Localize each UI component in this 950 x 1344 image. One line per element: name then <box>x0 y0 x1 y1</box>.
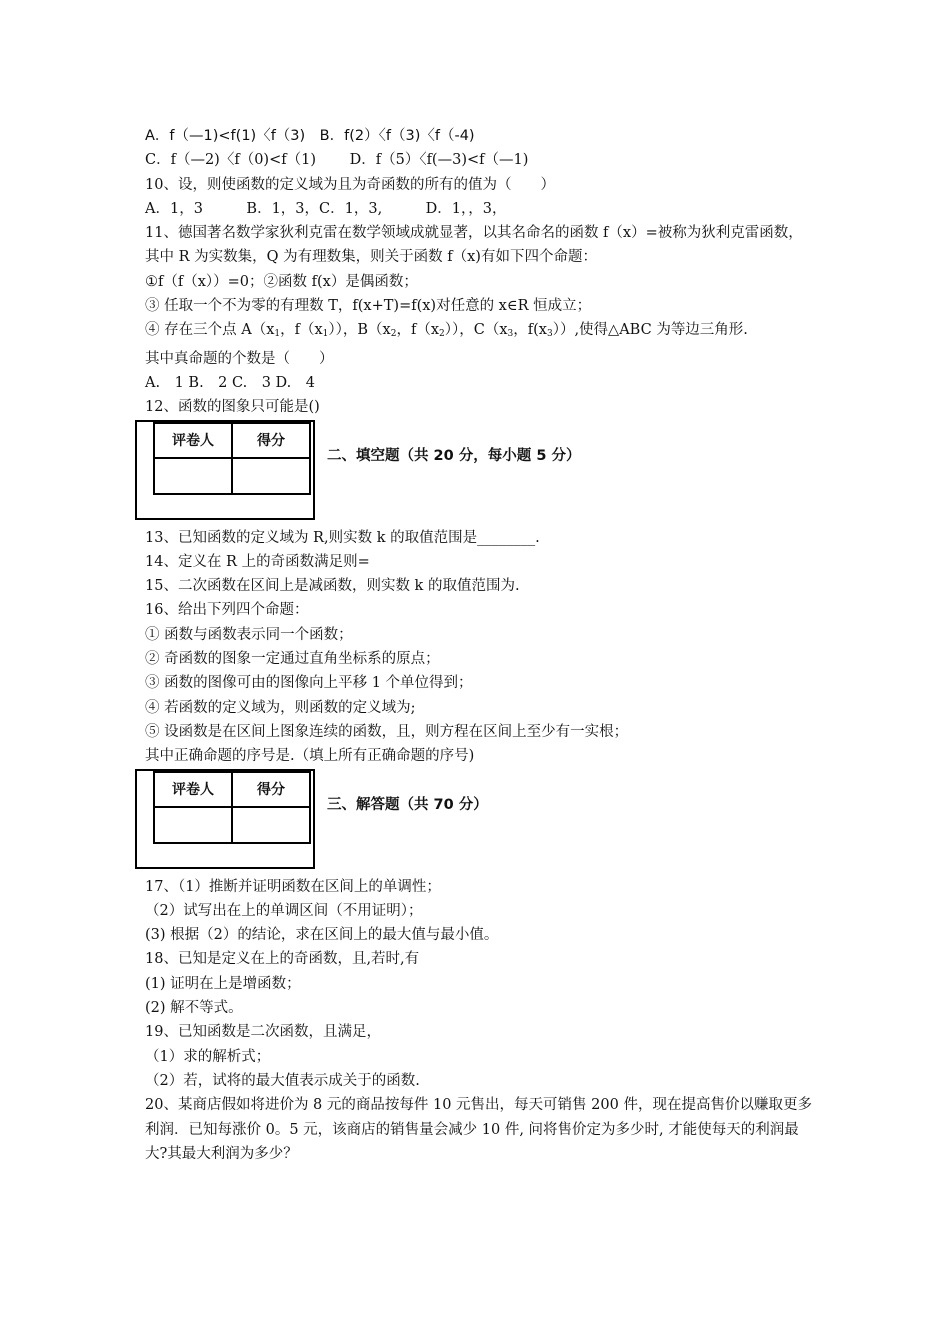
q17-part-2: （2）试写出在上的单调区间（不用证明）； <box>145 902 423 919</box>
score-table <box>153 422 311 495</box>
q16-ask: 其中正确命题的序号是.（填上所有正确命题的序号) <box>145 748 475 765</box>
score-table <box>153 771 311 844</box>
score-cell <box>232 458 310 494</box>
q11-prop-1-2: ①f（f（x））=0；②函数 f(x）是偶函数； <box>145 273 418 290</box>
q11-prop-3: ③ 任取一个不为零的有理数 T，f(x+T)=f(x)对任意的 x∈R 恒成立； <box>145 298 592 315</box>
q18-stem: 18、已知是定义在上的奇函数，且,若时,有 <box>145 951 420 968</box>
q9-choices-ab: A．f（—1)<f(1)〈f（3) B．f(2）〈f（3)〈f（-4) <box>145 128 475 144</box>
q10-choices: A．1，3 B．1，3，C．1，3, D．1，，3， <box>145 200 507 217</box>
section-3-title: 三、解答题（共 70 分） <box>327 796 488 813</box>
grader-cell <box>154 458 232 494</box>
score-box-section-3 <box>135 769 815 875</box>
q20-stem: 20、某商店假如将进价为 8 元的商品按每件 10 元售出，每天可销售 200 件，现在提高售价以赚取更多利润．已知每涨价 0。5 元，该商店的销售量会减少 10 件, 问将售价定为多少时, 才能使每天的利润最大?其最大利润为多少？ <box>145 1097 812 1162</box>
grader-header: 评卷人 <box>154 423 232 458</box>
q16-prop-2: ② 奇函数的图象一定通过直角坐标系的原点； <box>145 651 440 668</box>
q19-stem: 19、已知函数是二次函数，且满足， <box>145 1024 381 1041</box>
q9-choices-cd: C．f（—2)〈f（0)<f（1) D．f（5）〈f(—3)<f（—1) <box>145 152 529 169</box>
q14-stem: 14、定义在 R 上的奇函数满足则= <box>145 553 370 570</box>
grader-cell <box>154 807 232 843</box>
q11-prop-4: ④ 存在三个点 $A(x_1$，$f(x_1)$），$B(x_2$，$f(x_2)$），$C(x_3$，$f(x_3)$）,使得△ABC 为等边三角形. <box>145 322 748 340</box>
q19-part-2: （2）若，试将的最大值表示成关于的函数. <box>145 1072 420 1089</box>
section-2-title: 二、填空题（共 20 分，每小题 5 分） <box>327 447 581 464</box>
q11-intro: 11、德国著名数学家狄利克雷在数学领域成就显著，以其名命名的函数 f（x）=被称为狄利克雷函数，其中 R 为实数集，Q 为有理数集，则关于函数 f（x)有如下四个命题： <box>145 225 803 266</box>
q16-stem: 16、给出下列四个命题： <box>145 602 309 619</box>
q19-part-1: （1）求的解析式； <box>145 1048 271 1065</box>
q13-stem: 13、已知函数的定义域为 R,则实数 k 的取值范围是________. <box>145 529 540 546</box>
q11-choices: A. 1 B. 2 C. 3 D. 4 <box>145 374 315 391</box>
q12-stem: 12、函数的图象只可能是() <box>145 399 320 416</box>
score-header: 得分 <box>232 772 310 807</box>
q18-part-2: (2) 解不等式。 <box>145 1000 243 1017</box>
q17-part-1: 17、（1）推断并证明函数在区间上的单调性； <box>145 878 441 895</box>
q17-part-3: (3) 根据（2）的结论，求在区间上的最大值与最小值。 <box>145 927 499 944</box>
q16-prop-4: ④ 若函数的定义域为，则函数的定义域为; <box>145 699 416 716</box>
score-cell <box>232 807 310 843</box>
q16-prop-1: ① 函数与函数表示同一个函数； <box>145 626 353 643</box>
score-box-section-2 <box>135 420 815 526</box>
q15-stem: 15、二次函数在区间上是减函数，则实数 k 的取值范围为. <box>145 578 520 595</box>
q18-part-1: (1) 证明在上是增函数； <box>145 975 301 992</box>
q16-prop-5: ⑤ 设函数是在区间上图象连续的函数，且，则方程在区间上至少有一实根； <box>145 723 629 740</box>
q11-ask: 其中真命题的个数是（ ） <box>145 350 334 367</box>
grader-header: 评卷人 <box>154 772 232 807</box>
exam-page <box>145 124 815 1166</box>
score-header: 得分 <box>232 423 310 458</box>
q16-prop-3: ③ 函数的图像可由的图像向上平移 1 个单位得到； <box>145 675 473 692</box>
q10-stem: 10、设，则使函数的定义域为且为奇函数的所有的值为（ ） <box>145 176 555 193</box>
